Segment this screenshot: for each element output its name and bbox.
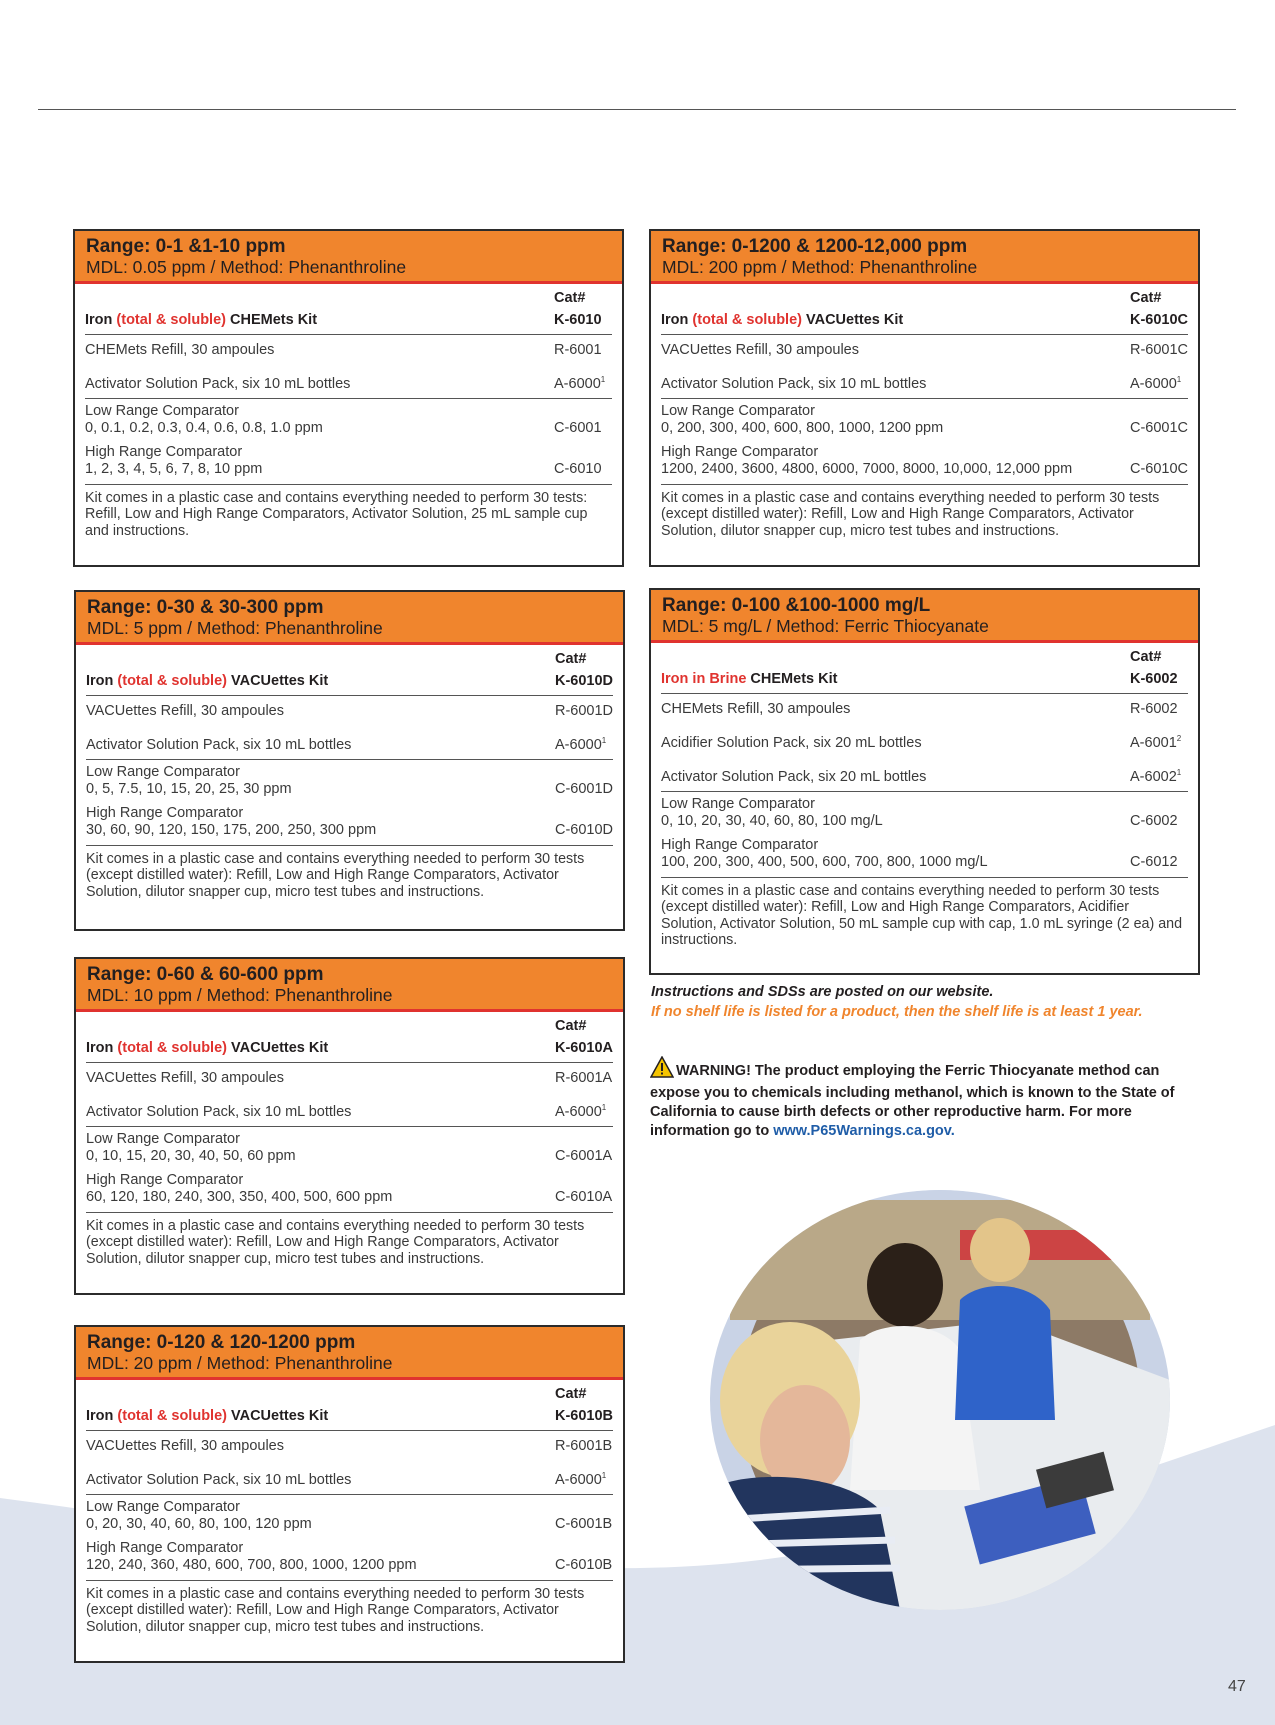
warning-text: WARNING! The product employing the Ferric Thiocyanate method can expose you to chemicals including methanol, which is known to the State of California to cause birth defects or other reproductive harm. For more information go to [650,1063,1175,1139]
item-cat [555,1438,613,1455]
mdl-method: MDL: 5 mg/L / Method: Ferric Thiocyanate [662,616,989,636]
comparator-row [85,440,612,481]
footnote-ref: 1 [600,375,606,384]
card-header [651,231,1198,284]
range-title: Range: 0-30 & 30-300 ppm [87,597,324,618]
footnote-ref: 2 [1176,734,1182,743]
kit-contents-note: Kit comes in a plastic case and contains everything needed to perform 30 tests (except distilled water): Refill, Low and High Range Comparators, Activator Solution, dilutor snapper cup, micro test tubes and instructions. [86,1580,613,1636]
product-card-0-100-mgl [649,588,1200,975]
item-cat [1130,342,1188,359]
card-body [76,1380,623,1645]
kit-suffix: VACUettes Kit [801,312,904,328]
kit-cat-number: K-6002 [1130,671,1178,687]
product-card-0-1200-ppm [649,229,1200,567]
cat-header-label: Cat# [554,290,586,306]
item-cat-number: A-6000 [554,375,601,392]
cat-column-header [661,290,1188,308]
kit-name [661,312,1130,329]
cat-column-header [661,649,1188,667]
kit-cat-number: K-6010D [555,673,614,689]
comparator-cat: C-6012 [1130,853,1178,870]
item-cat [1130,764,1188,786]
kit-cat-number: K-6010A [555,1040,614,1056]
refill-row [86,1431,613,1460]
comparator-name: Low Range Comparator [86,1498,240,1515]
kit-contents-note: Kit comes in a plastic case and contains everything needed to perform 30 tests (except distilled water): Refill, Low and High Range Comparators, Acidifier Solution, Activator Solution, 50 mL sample cup with cap, 1.0 mL syringe (2 ea) and instructions. [661,877,1188,949]
comparator-values: 0, 5, 7.5, 10, 15, 20, 25, 30 ppm [86,780,292,797]
comparator-row [661,399,1188,440]
comparator-cat: C-6010A [555,1188,613,1205]
cat-column-header [86,1018,613,1036]
kit-cat-number: K-6010 [554,312,602,328]
kit-row [661,667,1188,694]
comparator-cat: C-6001D [555,780,614,797]
comparator-values: 0, 10, 15, 20, 30, 40, 50, 60 ppm [86,1147,296,1164]
refill-row [86,725,613,760]
comparator-cat: C-6010 [554,460,602,477]
range-title: Range: 0-60 & 60-600 ppm [87,964,324,985]
range-title: Range: 0-1 &1-10 ppm [86,236,286,257]
kit-highlight: (total & soluble) [117,1408,227,1424]
kit-cat-number: K-6010C [1130,312,1189,328]
sds-note: Instructions and SDSs are posted on our website. [651,984,994,1000]
item-cat [1130,701,1188,718]
kit-suffix: CHEMets Kit [225,312,318,328]
comparator-row [85,399,612,440]
refill-row [86,696,613,725]
refill-row [86,1092,613,1127]
comparator-row [661,440,1188,481]
comparator-cat: C-6010D [555,821,614,838]
card-body [76,1012,623,1277]
comparator-row [86,1127,613,1168]
kit-contents-note: Kit comes in a plastic case and contains everything needed to perform 30 tests (except distilled water): Refill, Low and High Range Comparators, Activator Solution, dilutor snapper cup, micro test tubes and instructions. [661,484,1188,540]
item-cat [554,371,612,393]
product-card-0-1-ppm [73,229,624,567]
comparator-name: High Range Comparator [86,804,244,821]
comparator-name: High Range Comparator [86,1171,244,1188]
comparator-name: High Range Comparator [86,1539,244,1556]
shelf-life-note: If no shelf life is listed for a product, then the shelf life is at least 1 year. [651,1004,1143,1020]
card-body [651,284,1198,549]
kit-suffix: VACUettes Kit [226,673,329,689]
comparator-row [661,792,1188,833]
refill-row [661,723,1188,757]
item-desc: VACUettes Refill, 30 ampoules [86,1070,284,1086]
mdl-method: MDL: 200 ppm / Method: Phenanthroline [662,257,978,277]
cat-header-label: Cat# [555,1018,587,1034]
comparator-cat: C-6010B [555,1556,613,1573]
product-card-0-30-ppm [74,590,625,931]
kit-contents-note: Kit comes in a plastic case and contains everything needed to perform 30 tests (except distilled water): Refill, Low and High Range Comparators, Activator Solution, dilutor snapper cup, micro test tubes and instructions. [86,845,613,901]
item-desc: Acidifier Solution Pack, six 20 mL bottles [661,734,922,751]
item-cat-number: A-6000 [555,1103,602,1120]
comparator-row [86,760,613,801]
item-cat-number: R-6001D [555,703,614,719]
kit-prefix: Iron [86,1040,118,1056]
comparator-row [86,801,613,842]
item-cat [555,1099,613,1121]
header-rule [38,109,1236,110]
kit-highlight: (total & soluble) [116,312,226,328]
item-cat-number: A-6000 [555,736,602,753]
comparator-cat: C-6001A [555,1147,613,1164]
kit-highlight: (total & soluble) [692,312,802,328]
comparator-row [86,1168,613,1209]
card-header [76,1327,623,1380]
item-desc: Activator Solution Pack, six 10 mL bottles [85,375,351,392]
item-cat [1130,730,1188,752]
cat-header-label: Cat# [1130,649,1162,665]
refill-row [86,1460,613,1495]
product-card-0-120-ppm [74,1325,625,1663]
item-desc: Activator Solution Pack, six 10 mL bottles [661,375,927,392]
comparator-values: 1, 2, 3, 4, 5, 6, 7, 8, 10 ppm [85,460,263,477]
comparator-row [86,1536,613,1577]
kit-row [86,1036,613,1063]
comparator-name: Low Range Comparator [86,763,240,780]
item-cat-number: R-6001 [554,342,602,358]
comparator-name: Low Range Comparator [85,402,239,419]
item-cat-number: R-6002 [1130,701,1178,717]
comparator-values: 120, 240, 360, 480, 600, 700, 800, 1000, 1200 ppm [86,1556,417,1573]
footnote-ref: 1 [1176,375,1182,384]
kit-suffix: VACUettes Kit [226,1040,329,1056]
cat-column-header [86,1386,613,1404]
comparator-cat: C-6002 [1130,812,1178,829]
comparator-name: High Range Comparator [661,836,819,853]
refill-row [85,335,612,364]
card-header [651,590,1198,643]
comparator-cat: C-6010C [1130,460,1189,477]
item-desc: Activator Solution Pack, six 10 mL bottles [86,736,352,753]
kit-row [86,669,613,696]
item-cat-number: A-6001 [1130,734,1177,751]
footnote-ref: 1 [601,1471,607,1480]
comparator-row [661,833,1188,874]
comparator-values: 1200, 2400, 3600, 4800, 6000, 7000, 8000, 10,000, 12,000 ppm [661,460,1073,477]
mdl-method: MDL: 0.05 ppm / Method: Phenanthroline [86,257,407,277]
card-header [76,592,623,645]
kit-highlight: (total & soluble) [117,1040,227,1056]
mdl-method: MDL: 10 ppm / Method: Phenanthroline [87,985,393,1005]
range-title: Range: 0-100 &100-1000 mg/L [662,595,931,616]
refill-row [661,694,1188,723]
kit-prefix: Iron [86,1408,118,1424]
kit-name [661,671,1130,688]
lab-workers-photo [710,1190,1170,1610]
card-body [76,645,623,910]
item-desc: VACUettes Refill, 30 ampoules [86,703,284,719]
product-card-0-60-ppm [74,957,625,1295]
item-desc: CHEMets Refill, 30 ampoules [85,342,275,358]
comparator-cat: C-6001B [555,1515,613,1532]
cat-header-label: Cat# [555,1386,587,1402]
cat-header-label: Cat# [555,651,587,667]
kit-name [86,1408,555,1425]
item-cat-number: A-6000 [1130,375,1177,392]
item-cat-number: R-6001B [555,1438,613,1454]
comparator-name: High Range Comparator [661,443,819,460]
refill-row [661,335,1188,364]
kit-row [661,308,1188,335]
item-cat-number: R-6001C [1130,342,1189,358]
item-cat-number: A-6000 [555,1471,602,1488]
kit-contents-note: Kit comes in a plastic case and contains everything needed to perform 30 tests: Refill, Low and High Range Comparators, Activator Solution, 25 mL sample cup and instructions. [85,484,612,540]
cat-column-header [85,290,612,308]
card-header [76,959,623,1012]
range-title: Range: 0-120 & 120-1200 ppm [87,1332,356,1353]
kit-contents-note: Kit comes in a plastic case and contains everything needed to perform 30 tests (except distilled water): Refill, Low and High Range Comparators, Activator Solution, dilutor snapper cup, micro test tubes and instructions. [86,1212,613,1268]
item-desc: Activator Solution Pack, six 20 mL bottles [661,768,927,785]
card-body [75,284,622,549]
warning-icon [650,1056,674,1084]
item-cat [555,703,613,720]
notes-block [651,982,1211,1022]
comparator-cat: C-6001 [554,419,602,436]
item-desc: Activator Solution Pack, six 10 mL bottles [86,1471,352,1488]
range-title: Range: 0-1200 & 1200-12,000 ppm [662,236,968,257]
cat-header-label: Cat# [1130,290,1162,306]
comparator-name: High Range Comparator [85,443,243,460]
kit-name [86,673,555,690]
footnote-ref: 1 [1176,767,1182,777]
prop65-warning [650,1056,1200,1141]
item-cat [555,732,613,754]
comparator-row [86,1495,613,1536]
mdl-method: MDL: 5 ppm / Method: Phenanthroline [87,618,383,638]
item-desc: Activator Solution Pack, six 10 mL bottles [86,1103,352,1120]
refill-row [85,364,612,399]
kit-row [85,308,612,335]
card-body [651,643,1198,959]
comparator-name: Low Range Comparator [661,795,815,812]
kit-name [86,1040,555,1057]
comparator-name: Low Range Comparator [661,402,815,419]
comparator-values: 0, 200, 300, 400, 600, 800, 1000, 1200 ppm [661,419,944,436]
kit-cat-number: K-6010B [555,1408,614,1424]
refill-row [86,1063,613,1092]
kit-highlight: Iron in Brine [661,671,747,687]
item-desc: CHEMets Refill, 30 ampoules [661,701,851,717]
comparator-values: 0, 20, 30, 40, 60, 80, 100, 120 ppm [86,1515,312,1532]
footnote-ref: 1 [601,1103,607,1112]
item-cat [554,342,612,359]
cat-column-header [86,651,613,669]
item-cat [555,1070,613,1087]
item-desc: VACUettes Refill, 30 ampoules [661,342,859,358]
kit-prefix: Iron [86,673,118,689]
kit-name [85,312,554,329]
kit-prefix: Iron [661,312,693,328]
kit-suffix: CHEMets Kit [746,671,838,687]
comparator-values: 0, 0.1, 0.2, 0.3, 0.4, 0.6, 0.8, 1.0 ppm [85,419,323,436]
footnote-ref: 1 [601,736,607,745]
comparator-values: 0, 10, 20, 30, 40, 60, 80, 100 mg/L [661,812,883,829]
comparator-cat: C-6001C [1130,419,1189,436]
kit-prefix: Iron [85,312,117,328]
item-cat [555,1467,613,1489]
refill-row [661,757,1188,792]
item-cat-number: A-6002 [1130,768,1177,785]
comparator-values: 100, 200, 300, 400, 500, 600, 700, 800, 1000 mg/L [661,853,988,870]
page-number: 47 [1228,1678,1246,1695]
kit-suffix: VACUettes Kit [226,1408,329,1424]
kit-highlight: (total & soluble) [117,673,227,689]
item-cat [1130,371,1188,393]
refill-row [661,364,1188,399]
comparator-values: 30, 60, 90, 120, 150, 175, 200, 250, 300 ppm [86,821,377,838]
item-cat-number: R-6001A [555,1070,613,1086]
card-header [75,231,622,284]
kit-row [86,1404,613,1431]
p65-link[interactable]: www.P65Warnings.ca.gov. [773,1123,955,1139]
comparator-values: 60, 120, 180, 240, 300, 350, 400, 500, 600 ppm [86,1188,393,1205]
comparator-name: Low Range Comparator [86,1130,240,1147]
mdl-method: MDL: 20 ppm / Method: Phenanthroline [87,1353,393,1373]
item-desc: VACUettes Refill, 30 ampoules [86,1438,284,1454]
